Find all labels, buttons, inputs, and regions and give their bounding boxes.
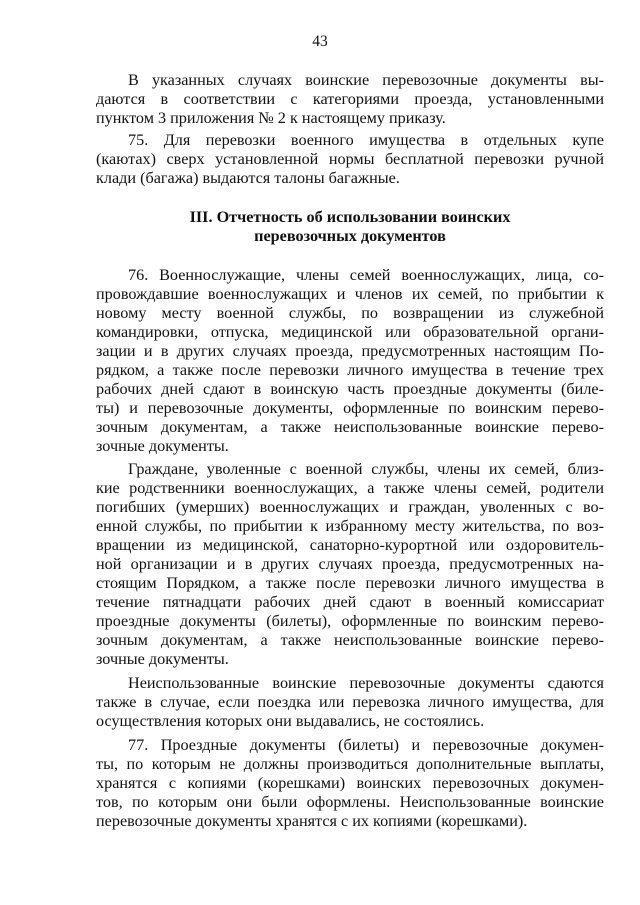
text-line: ты, по которым не должны производиться дополнительные выплаты, — [96, 755, 604, 773]
text-line: вращении из медицинской, санаторно-курортной или оздоровитель- — [96, 536, 604, 554]
text-line: 77. Проездные документы (билеты) и перевозочные докумен- — [128, 736, 604, 754]
text-line: рабочих дней сдают в воинскую часть проездные документы (биле- — [96, 380, 604, 398]
text-line: пунктом 3 приложения № 2 к настоящему приказу. — [96, 109, 446, 127]
text-line: командировки, отпуска, медицинской или образовательной органи- — [96, 323, 604, 341]
text-line: кие родственники военнослужащих, а также члены семей, родители — [96, 479, 604, 497]
text-line: ной организации и в других случаях проезда, предусмотренных на- — [96, 555, 604, 573]
text-line: даются в соответствии с категориями проезда, установленными — [96, 90, 604, 108]
text-line: погибших (умерших) военнослужащих и граждан, уволенных с во- — [96, 498, 604, 516]
text-line: перевозочные документы хранятся с их копиями (корешками). — [96, 812, 528, 830]
text-line: 75. Для перевозки военного имущества в отдельных купе — [128, 131, 604, 149]
page-number: 43 — [312, 33, 328, 50]
text-line: течение пятнадцати рабочих дней сдают в военный комиссариат — [96, 593, 604, 611]
text-line: зочные документы. — [96, 650, 229, 668]
text-line: Граждане, уволенные с военной службы, члены их семей, близ- — [128, 460, 604, 478]
text-line: тов, по которым они были оформлены. Неиспользованные воинские — [96, 793, 604, 811]
text-line: 76. Военнослужащие, члены семей военнослужащих, лица, со- — [128, 266, 604, 284]
text-line: проездные документы (билеты), оформленные по воинским перево- — [96, 612, 604, 630]
text-line: зации и в других случаях проезда, предусмотренных настоящим По- — [96, 342, 604, 360]
text-line: зочные документы. — [96, 437, 229, 455]
text-line: (каютах) сверх установленной нормы бесплатной перевозки ручной — [96, 150, 604, 168]
text-line: енной службы, по прибытии к избранному месту жительства, по воз- — [96, 517, 604, 535]
text-line: клади (багажа) выдаются талоны багажные. — [96, 169, 400, 187]
text-line: также в случае, если поездка или перевозка личного имущества, для — [96, 693, 604, 711]
text-line: рядком, а также после перевозки личного имущества в течение трех — [96, 361, 604, 379]
text-line: В указанных случаях воинские перевозочные документы вы- — [128, 71, 604, 89]
heading-line: III. Отчетность об использовании воинских — [189, 208, 511, 226]
text-line: зочным документам, а также неиспользованные воинские перево- — [96, 418, 604, 436]
text-line: зочным документам, а также неиспользованные воинские перево- — [96, 631, 604, 649]
text-line: новому месту военной службы, по возвращении из служебной — [96, 304, 604, 322]
text-line: хранятся с копиями (корешками) воинских перевозочных докумен- — [96, 774, 604, 792]
text-line: стоящим Порядком, а также после перевозки личного имущества в — [96, 574, 604, 592]
text-line: Неиспользованные воинские перевозочные документы сдаются — [128, 674, 604, 692]
text-line: осуществления которых они выдавались, не состоялись. — [96, 712, 485, 730]
text-line: ты) и перевозочные документы, оформленные по воинским перево- — [96, 399, 604, 417]
heading-line: перевозочных документов — [254, 227, 446, 245]
text-line: провождавшие военнослужащих и членов их семей, по прибытии к — [96, 285, 604, 303]
